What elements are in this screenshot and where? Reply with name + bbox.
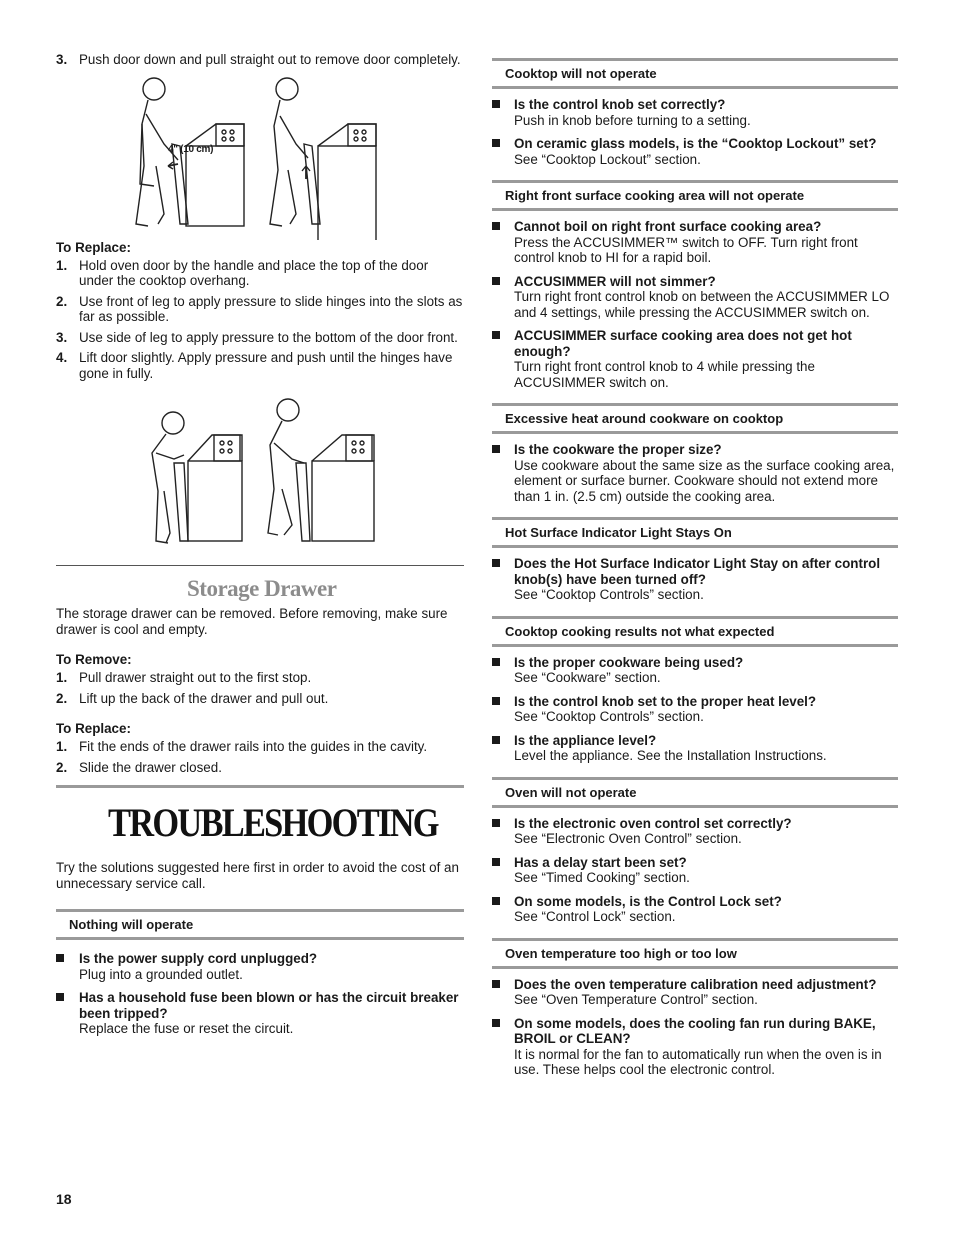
step-number: 1. xyxy=(56,670,68,685)
step-text: Fit the ends of the drawer rails into the guides in the cavity. xyxy=(79,739,428,754)
bullet-square-icon xyxy=(492,445,500,453)
answer: Turn right front control knob on between the ACCUSIMMER LO and 4 settings, while pressing the ACCUSIMMER switch on. xyxy=(514,289,890,320)
bullet-square-icon xyxy=(492,139,500,147)
question: Is the electronic oven control set correctly? xyxy=(514,815,792,831)
step-text: Hold oven door by the handle and place the top of the door under the cooktop overhang. xyxy=(79,257,429,288)
question: On ceramic glass models, is the “Cooktop Lockout” set? xyxy=(514,136,877,151)
troubleshoot-item xyxy=(492,328,898,390)
answer: See “Cookware” section. xyxy=(514,670,661,685)
remove-step xyxy=(56,691,464,707)
storage-replace-step xyxy=(56,739,464,755)
troubleshoot-item xyxy=(492,816,898,847)
section-heading: Nothing will operate xyxy=(69,917,194,932)
section-heading: Excessive heat around cookware on cooktop xyxy=(505,411,784,426)
troubleshoot-item xyxy=(492,442,898,504)
answer: Plug into a grounded outlet. xyxy=(79,966,243,982)
question: Is the control knob set to the proper heat level? xyxy=(514,693,817,709)
step-number: 3. xyxy=(56,52,68,67)
door-offset-label: 4" (10 cm) xyxy=(168,143,214,155)
step-text: Use side of leg to apply pressure to the bottom of the door front. xyxy=(79,329,458,345)
answer: See “Electronic Oven Control” section. xyxy=(514,831,742,846)
section-heading-band xyxy=(492,616,898,647)
troubleshoot-item xyxy=(492,733,898,764)
step-number: 2. xyxy=(56,759,68,775)
step-text: Lift door slightly. Apply pressure and push until the hinges have gone in fully. xyxy=(79,350,453,381)
bullet-square-icon xyxy=(492,697,500,705)
troubleshoot-item xyxy=(492,1016,898,1078)
answer: It is normal for the fan to automatically run when the oven is in use. These helps cool the electronic control. xyxy=(514,1046,882,1077)
answer: Level the appliance. See the Installation Instructions. xyxy=(514,748,827,763)
troubleshoot-item xyxy=(492,855,898,886)
bullet-square-icon xyxy=(492,559,500,567)
troubleshoot-item xyxy=(492,894,898,925)
step-text: Pull drawer straight out to the first stop. xyxy=(79,670,312,685)
section-heading: Cooktop cooking results not what expected xyxy=(505,623,775,639)
question: Has a household fuse been blown or has the circuit breaker been tripped? xyxy=(79,990,459,1021)
step-text: Lift up the back of the drawer and pull out. xyxy=(79,690,329,706)
page-number: 18 xyxy=(56,1191,72,1207)
troubleshoot-item xyxy=(492,136,898,167)
section-heading: Cooktop will not operate xyxy=(505,66,657,81)
remove-heading: To Remove: xyxy=(56,652,132,667)
step-text: Use front of leg to apply pressure to slide hinges into the slots as far as possible. xyxy=(79,293,463,324)
troubleshooting-intro: Try the solutions suggested here first in order to avoid the cost of an unnecessary service call. xyxy=(56,860,459,891)
answer: Replace the fuse or reset the circuit. xyxy=(79,1021,294,1036)
bullet-square-icon xyxy=(492,736,500,744)
troubleshoot-item xyxy=(492,977,898,1008)
troubleshoot-item xyxy=(492,219,898,266)
bullet-square-icon xyxy=(56,954,64,962)
remove-step xyxy=(56,670,464,686)
answer: Use cookware about the same size as the surface cooking area, element or surface burner. Cookware should not extend more than 1 in. (2.5 cm) outside the cooking area. xyxy=(514,457,895,504)
question: ACCUSIMMER will not simmer? xyxy=(514,273,716,289)
replace-heading: To Replace: xyxy=(56,239,131,255)
bullet-square-icon xyxy=(492,331,500,339)
step-number: 1. xyxy=(56,257,68,273)
bullet-square-icon xyxy=(492,222,500,230)
answer: See “Cooktop Controls” section. xyxy=(514,587,704,602)
question: Does the Hot Surface Indicator Light Stay on after control knob(s) have been turned off? xyxy=(514,556,881,587)
answer: See “Cooktop Controls” section. xyxy=(514,709,704,724)
troubleshoot-item xyxy=(56,951,464,982)
step-number: 4. xyxy=(56,350,68,365)
troubleshoot-item xyxy=(492,274,898,321)
storage-replace-heading: To Replace: xyxy=(56,721,131,736)
section-heading-band xyxy=(492,517,898,548)
bullet-square-icon xyxy=(492,1019,500,1027)
right-column xyxy=(492,58,898,1078)
troubleshoot-item xyxy=(492,694,898,725)
door-step-3 xyxy=(56,52,464,68)
answer: See “Control Lock” section. xyxy=(514,909,676,924)
answer: Turn right front control knob to 4 while pressing the ACCUSIMMER switch on. xyxy=(514,359,815,390)
answer: See “Oven Temperature Control” section. xyxy=(514,992,758,1007)
question: Does the oven temperature calibration need adjustment? xyxy=(514,976,877,992)
step-number: 2. xyxy=(56,293,68,309)
replace-steps xyxy=(56,258,464,382)
bullet-square-icon xyxy=(492,277,500,285)
question: Is the cookware the proper size? xyxy=(514,442,722,457)
question: Is the power supply cord unplugged? xyxy=(79,951,318,966)
bullet-square-icon xyxy=(492,100,500,108)
door-replace-drawing xyxy=(56,393,464,551)
door-replace-illustration xyxy=(56,393,464,551)
door-removal-illustration xyxy=(56,74,464,240)
question: Is the control knob set correctly? xyxy=(514,97,726,112)
question: Is the appliance level? xyxy=(514,732,657,748)
storage-intro: The storage drawer can be removed. Before removing, make sure drawer is cool and empty. xyxy=(56,606,448,637)
storage-replace-step xyxy=(56,760,464,776)
section-heading: Oven temperature too high or too low xyxy=(505,945,737,961)
section-heading: Hot Surface Indicator Light Stays On xyxy=(505,525,732,540)
section-heading-band xyxy=(492,403,898,434)
bullet-square-icon xyxy=(492,897,500,905)
replace-step xyxy=(56,294,464,325)
step-number: 3. xyxy=(56,329,68,345)
bullet-square-icon xyxy=(492,658,500,666)
answer: Press the ACCUSIMMER™ switch to OFF. Turn right front control knob to HI for a rapid boil. xyxy=(514,234,858,265)
left-column xyxy=(56,52,464,1037)
replace-step xyxy=(56,258,464,289)
question: On some models, does the cooling fan run during BAKE, BROIL or CLEAN? xyxy=(514,1015,876,1046)
section-heading: Oven will not operate xyxy=(505,784,637,800)
replace-step xyxy=(56,330,464,346)
troubleshoot-item xyxy=(56,990,464,1037)
section-divider xyxy=(56,785,464,788)
replace-step xyxy=(56,350,464,381)
answer: Push in knob before turning to a setting. xyxy=(514,112,751,128)
answer: See “Cooktop Lockout” section. xyxy=(514,151,701,167)
question: Cannot boil on right front surface cooking area? xyxy=(514,219,822,234)
answer: See “Timed Cooking” section. xyxy=(514,870,690,885)
section-heading-band xyxy=(492,938,898,969)
storage-drawer-title: Storage Drawer xyxy=(187,576,337,601)
step-text: Slide the drawer closed. xyxy=(79,759,222,775)
troubleshooting-title: TROUBLESHOOTING xyxy=(108,800,438,845)
question: Is the proper cookware being used? xyxy=(514,654,744,670)
section-heading-band xyxy=(492,180,898,211)
troubleshoot-item xyxy=(492,97,898,128)
section-heading-band xyxy=(492,777,898,808)
door-removal-drawing xyxy=(56,74,464,240)
section-divider xyxy=(56,565,464,566)
step-number: 2. xyxy=(56,690,68,706)
bullet-square-icon xyxy=(56,993,64,1001)
step-number: 1. xyxy=(56,739,68,754)
bullet-square-icon xyxy=(492,819,500,827)
section-heading-band xyxy=(492,58,898,89)
question: ACCUSIMMER surface cooking area does not get hot enough? xyxy=(514,328,852,359)
step-text: Push door down and pull straight out to remove door completely. xyxy=(79,52,461,67)
section-heading-band xyxy=(56,909,464,940)
bullet-square-icon xyxy=(492,858,500,866)
bullet-square-icon xyxy=(492,980,500,988)
troubleshoot-item xyxy=(492,556,898,603)
troubleshoot-item xyxy=(492,655,898,686)
question: Has a delay start been set? xyxy=(514,854,687,870)
section-heading: Right front surface cooking area will not operate xyxy=(505,188,805,203)
question: On some models, is the Control Lock set? xyxy=(514,893,782,909)
